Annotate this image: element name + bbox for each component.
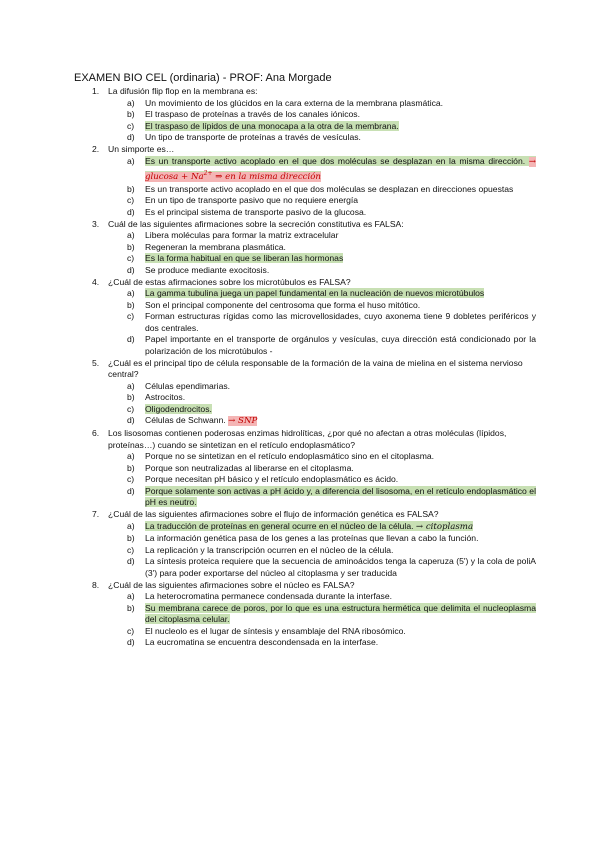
question-text: ¿Cuál de las siguientes afirmaciones sobre el flujo de información genética es FALSA? <box>108 509 439 519</box>
option-letter: c) <box>127 544 135 555</box>
highlighted-answer-text <box>145 288 484 298</box>
question-number: 8. <box>92 579 100 590</box>
question-number: 6. <box>92 428 100 438</box>
option-text-content: Porque solamente son activas a pH ácido y, a diferencia del lisosoma, en el retículo endoplasmático el pH es neutro. <box>145 485 536 507</box>
option-text-content: Células ependimarias. <box>145 380 231 391</box>
option-text <box>145 626 406 636</box>
option-text-content: Porque son neutralizadas al liberarse en el citoplasma. <box>145 462 354 473</box>
option-text <box>145 545 393 555</box>
question-text: ¿Cuál de las siguientes afirmaciones sobre el núcleo es FALSA? <box>108 579 355 590</box>
option-letter: b) <box>127 533 135 543</box>
answer-option <box>108 474 536 486</box>
option-text <box>145 556 536 578</box>
option-text-content: La eucromatina se encuentra descondensada en la interfase. <box>145 637 379 647</box>
option-letter: c) <box>127 625 135 636</box>
option-list <box>108 98 536 144</box>
option-text <box>145 381 230 391</box>
handwritten-note <box>416 522 473 532</box>
option-text-content: La síntesis proteica requiere que la secuencia de aminoácidos tenga la caperuza (5') y la cola de poliA (3') para poder exportarse del núcleo al citoplasma y ser traducida <box>145 556 536 578</box>
highlighted-answer-text <box>145 121 399 131</box>
question-2 <box>0 144 600 218</box>
question-number: 4. <box>92 276 100 287</box>
option-text <box>145 463 354 473</box>
answer-option <box>108 521 536 534</box>
option-letter: b) <box>127 462 135 473</box>
option-text-content: Es un transporte activo acoplado en el que dos moléculas se desplazan en direcciones opuestas <box>145 183 514 194</box>
option-text-content: Porque necesitan pH básico y el retículo endoplasmático es ácido. <box>145 474 399 484</box>
question-7 <box>0 509 600 579</box>
answer-option <box>108 109 536 121</box>
question-number: 5. <box>92 357 100 368</box>
option-text-content: La traducción de proteínas en general ocurre en el núcleo de la célula. <box>145 520 414 531</box>
option-text-content: Regeneran la membrana plasmática. <box>145 241 286 252</box>
option-text-content: Células de Schwann. <box>145 415 226 425</box>
option-letter: d) <box>127 556 135 566</box>
question-1 <box>0 86 600 144</box>
answer-option <box>108 288 536 300</box>
option-letter: b) <box>127 299 135 310</box>
option-text-content: Son el principal componente del centrosoma que forma el huso mitótico. <box>145 299 421 310</box>
option-letter: b) <box>127 602 135 613</box>
answer-option <box>108 404 536 416</box>
answer-option <box>108 184 536 196</box>
option-letter: d) <box>127 485 135 496</box>
handwritten-note: → SNP <box>228 416 258 426</box>
question-text: Un simporte es… <box>108 144 175 154</box>
option-letter: a) <box>127 155 135 166</box>
answer-option <box>108 121 536 133</box>
note-text: → glucosa + Na <box>145 156 536 182</box>
answer-option <box>108 486 536 509</box>
exam-title: EXAMEN BIO CEL (ordinaria) - PROF: Ana Morgade <box>74 72 332 84</box>
option-list <box>108 451 536 509</box>
option-text-content: Es el principal sistema de transporte pasivo de la glucosa. <box>145 206 367 217</box>
question-text: La difusión flip flop en la membrana es: <box>108 86 258 96</box>
answer-option <box>108 132 536 144</box>
option-text <box>145 334 536 356</box>
option-letter: a) <box>127 97 135 108</box>
highlighted-answer-text <box>145 603 536 625</box>
option-letter: d) <box>127 415 135 425</box>
note-superscript: 2+ <box>203 170 213 177</box>
option-letter: d) <box>127 334 135 344</box>
answer-option <box>108 98 536 110</box>
option-text <box>145 451 434 461</box>
note-tail: ⇒ en la misma dirección <box>212 172 321 182</box>
answer-option <box>108 242 536 254</box>
option-text <box>145 184 513 194</box>
note-text: → citoplasma <box>415 521 474 532</box>
option-letter: b) <box>127 109 135 119</box>
answer-option <box>108 626 536 638</box>
option-letter: b) <box>127 241 135 252</box>
option-text-content: El traspaso de lípidos de una monocapa a la otra de la membrana. <box>145 120 399 131</box>
option-text <box>145 392 185 402</box>
option-text <box>145 300 420 310</box>
option-text <box>145 242 286 252</box>
answer-option <box>108 545 536 557</box>
answer-option <box>108 195 536 207</box>
answer-option <box>108 533 536 545</box>
option-text-content: Es la forma habitual en que se liberan las hormonas <box>145 253 344 263</box>
question-text: ¿Cuál es el principal tipo de célula responsable de la formación de la vaina de mielina en el sistema nervioso central? <box>108 357 523 379</box>
option-letter: a) <box>127 380 135 391</box>
answer-option <box>108 253 536 265</box>
option-letter: c) <box>127 311 135 321</box>
question-8 <box>0 580 600 649</box>
highlighted-answer-text <box>145 521 473 531</box>
option-list <box>108 230 536 276</box>
highlighted-answer-text <box>145 156 536 182</box>
question-6 <box>0 428 600 509</box>
option-letter: a) <box>127 591 135 601</box>
option-text <box>145 98 443 108</box>
answer-option <box>108 265 536 277</box>
option-list <box>108 156 536 219</box>
highlighted-answer-text <box>145 404 212 414</box>
option-text <box>145 474 398 484</box>
option-list <box>108 288 536 357</box>
option-letter: b) <box>127 392 135 402</box>
question-number: 2. <box>92 144 100 154</box>
answer-option <box>108 415 536 428</box>
option-text <box>145 533 478 543</box>
option-text-content: Porque no se sintetizan en el retículo endoplasmático sino en el citoplasma. <box>145 451 435 461</box>
question-number: 1. <box>92 86 100 96</box>
question-number: 3. <box>92 218 100 229</box>
option-letter: b) <box>127 183 135 194</box>
option-text-content: La información genética pasa de los genes a las proteínas que llevan a cabo la función. <box>145 533 479 543</box>
option-text-content: Astrocitos. <box>145 392 186 402</box>
option-text-content: En un tipo de transporte pasivo que no requiere energía <box>145 195 359 205</box>
answer-option <box>108 556 536 579</box>
answer-option <box>108 300 536 312</box>
answer-option <box>108 156 536 184</box>
answer-option <box>108 230 536 242</box>
option-text-content: Un tipo de transporte de proteínas a través de vesículas. <box>145 132 361 142</box>
answer-option <box>108 451 536 463</box>
question-text: Los lisosomas contienen poderosas enzimas hidrolíticas, ¿por qué no afectan a otras moléculas (lípidos, proteínas…) cuando se sintetizan en el retículo endoplasmático? <box>108 428 507 450</box>
option-text-content: Oligodendrocitos. <box>145 403 212 414</box>
answer-option <box>108 207 536 219</box>
option-text <box>145 132 361 142</box>
option-letter: d) <box>127 132 135 142</box>
option-letter: c) <box>127 474 135 484</box>
answer-option <box>108 311 536 334</box>
question-text: ¿Cuál de estas afirmaciones sobre los microtúbulos es FALSA? <box>108 276 351 287</box>
option-letter: d) <box>127 206 135 217</box>
option-list <box>108 381 536 428</box>
option-text-content: Es un transporte activo acoplado en el que dos moléculas se desplazan en la misma dirección. <box>145 155 526 166</box>
option-text <box>145 415 226 425</box>
highlighted-answer-text <box>145 486 536 508</box>
option-text-content: El nucleolo es el lugar de síntesis y ensamblaje del RNA ribosómico. <box>145 625 406 636</box>
option-letter: a) <box>127 230 135 240</box>
question-number: 7. <box>92 509 100 519</box>
option-text-content: La heterocromatina permanece condensada durante la interfase. <box>145 591 392 601</box>
option-text <box>145 195 358 205</box>
option-text <box>145 109 360 119</box>
option-text <box>145 637 378 647</box>
option-letter: c) <box>127 253 135 263</box>
option-text <box>145 311 536 333</box>
option-letter: c) <box>127 195 135 205</box>
question-4 <box>0 277 600 358</box>
option-letter: a) <box>127 451 135 461</box>
option-letter: a) <box>127 288 135 298</box>
question-3 <box>0 219 600 277</box>
option-text-content: La gamma tubulina juega un papel fundamental en la nucleación de nuevos microtúbulos <box>145 288 485 298</box>
option-text <box>145 207 366 217</box>
question-text: Cuál de las siguientes afirmaciones sobre la secreción constitutiva es FALSA: <box>108 218 404 229</box>
option-text-content: Su membrana carece de poros, por lo que es una estructura hermética que delimita el nucleoplasma del citoplasma celular. <box>145 602 536 624</box>
option-letter: a) <box>127 520 135 531</box>
question-5 <box>0 358 600 428</box>
option-list <box>108 591 536 649</box>
option-letter: d) <box>127 264 135 275</box>
option-text-content: Libera moléculas para formar la matriz extracelular <box>145 230 339 240</box>
highlighted-answer-text <box>145 253 343 263</box>
question-list <box>0 86 600 649</box>
option-list <box>108 521 536 580</box>
answer-option <box>108 381 536 393</box>
option-text-content: Un movimiento de los glúcidos en la cara externa de la membrana plasmática. <box>145 97 444 108</box>
answer-option <box>108 603 536 626</box>
answer-option <box>108 392 536 404</box>
option-text-content: Se produce mediante exocitosis. <box>145 264 270 275</box>
answer-option <box>108 637 536 649</box>
option-letter: c) <box>127 403 135 414</box>
option-text-content: Papel importante en el transporte de orgánulos y vesículas, cuya dirección está condicionado por la polarización de los microtúbulos - <box>145 334 536 356</box>
option-text <box>145 265 269 275</box>
option-text <box>145 230 338 240</box>
option-text-content: La replicación y la transcripción ocurren en el núcleo de la célula. <box>145 544 394 555</box>
answer-option <box>108 334 536 357</box>
option-letter: d) <box>127 637 135 647</box>
answer-option <box>108 591 536 603</box>
answer-option <box>108 463 536 475</box>
option-text <box>145 591 392 601</box>
option-text-content: Forman estructuras rígidas como las microvellosidades, cuyo axonema tiene 9 dobletes periféricos y dos centrales. <box>145 311 536 333</box>
option-text-content: El traspaso de proteínas a través de los canales iónicos. <box>145 109 360 119</box>
option-letter: c) <box>127 120 135 131</box>
